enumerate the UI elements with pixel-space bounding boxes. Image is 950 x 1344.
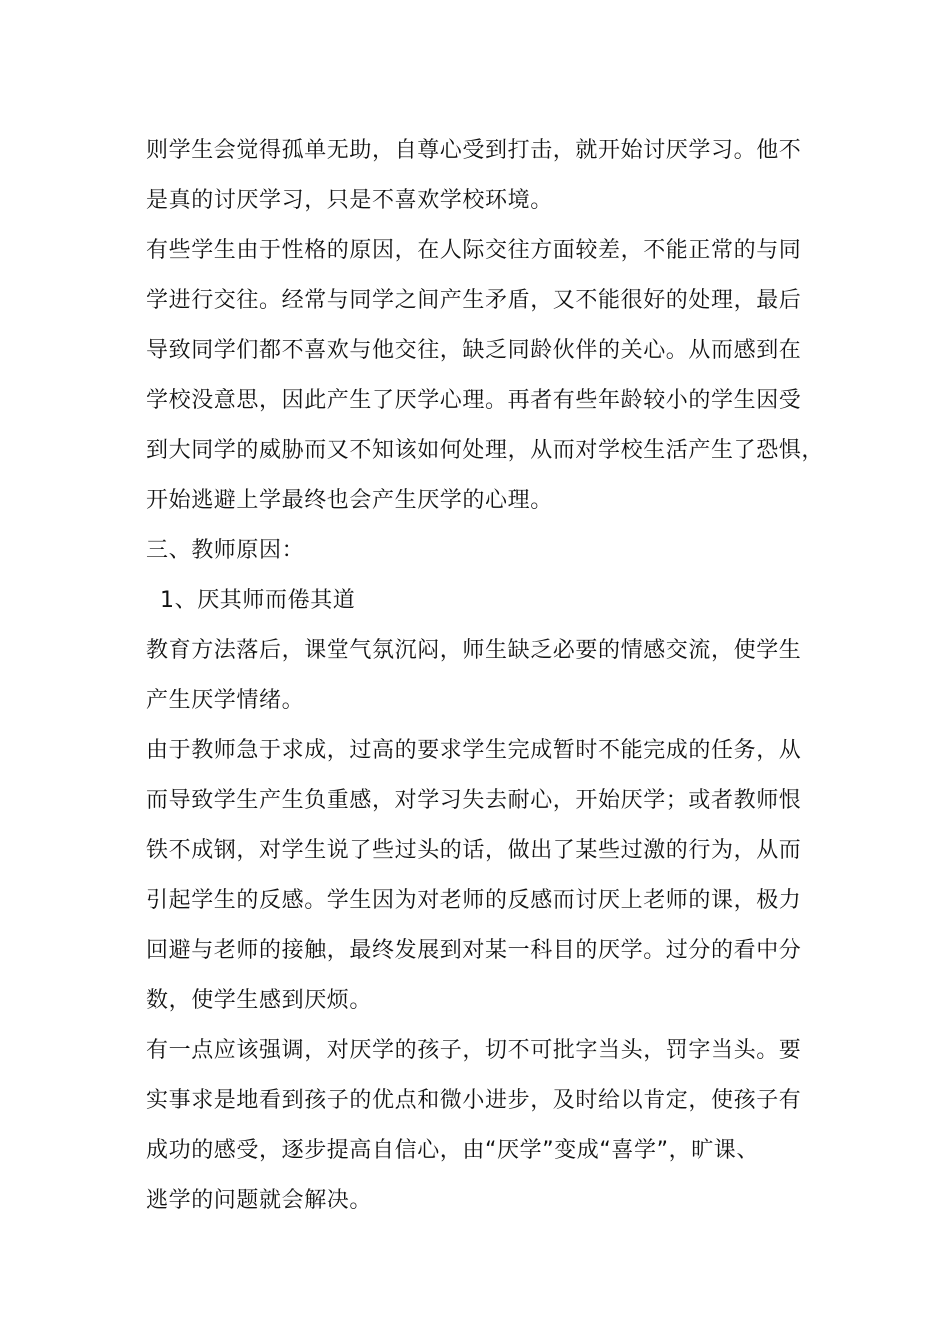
text-line: 学校没意思，因此产生了厌学心理。再者有些年龄较小的学生因受 [146,388,802,413]
text-line: 有些学生由于性格的原因，在人际交往方面较差，不能正常的与同 [146,238,802,263]
section-heading: 三、教师原因： [146,538,305,563]
text-line: 则学生会觉得孤单无助，自尊心受到打击，就开始讨厌学习。他不 [146,138,802,163]
text-line: 导致同学们都不喜欢与他交往，缺乏同龄伙伴的关心。从而感到在 [146,338,802,363]
text-line: 回避与老师的接触，最终发展到对某一科目的厌学。过分的看中分 [146,938,802,963]
text-line: 而导致学生产生负重感，对学习失去耐心，开始厌学；或者教师恨 [146,788,802,813]
text-line: 引起学生的反感。学生因为对老师的反感而讨厌上老师的课，极力 [146,888,802,913]
text-line: 产生厌学情绪。 [146,688,305,713]
text-line: 逃学的问题就会解决。 [146,1188,373,1213]
text-line: 教育方法落后，课堂气氛沉闷，师生缺乏必要的情感交流，使学生 [146,638,802,663]
text-line: 铁不成钢，对学生说了些过头的话，做出了某些过激的行为，从而 [146,838,802,863]
text-line: 成功的感受，逐步提高自信心，由“厌学”变成“喜学”，旷课、 [146,1138,759,1163]
text-line: 实事求是地看到孩子的优点和微小进步，及时给以肯定，使孩子有 [146,1088,802,1113]
text-line: 开始逃避上学最终也会产生厌学的心理。 [146,488,553,513]
text-line: 是真的讨厌学习，只是不喜欢学校环境。 [146,188,553,213]
text-line: 有一点应该强调，对厌学的孩子，切不可批字当头，罚字当头。要 [146,1038,802,1063]
subsection-heading: 1、厌其师而倦其道 [160,588,356,613]
text-line: 到大同学的威胁而又不知该如何处理，从而对学校生活产生了恐惧， [146,438,825,463]
text-line: 数，使学生感到厌烦。 [146,988,373,1013]
text-line: 学进行交往。经常与同学之间产生矛盾，又不能很好的处理，最后 [146,288,802,313]
text-line: 由于教师急于求成，过高的要求学生完成暂时不能完成的任务，从 [146,738,802,763]
